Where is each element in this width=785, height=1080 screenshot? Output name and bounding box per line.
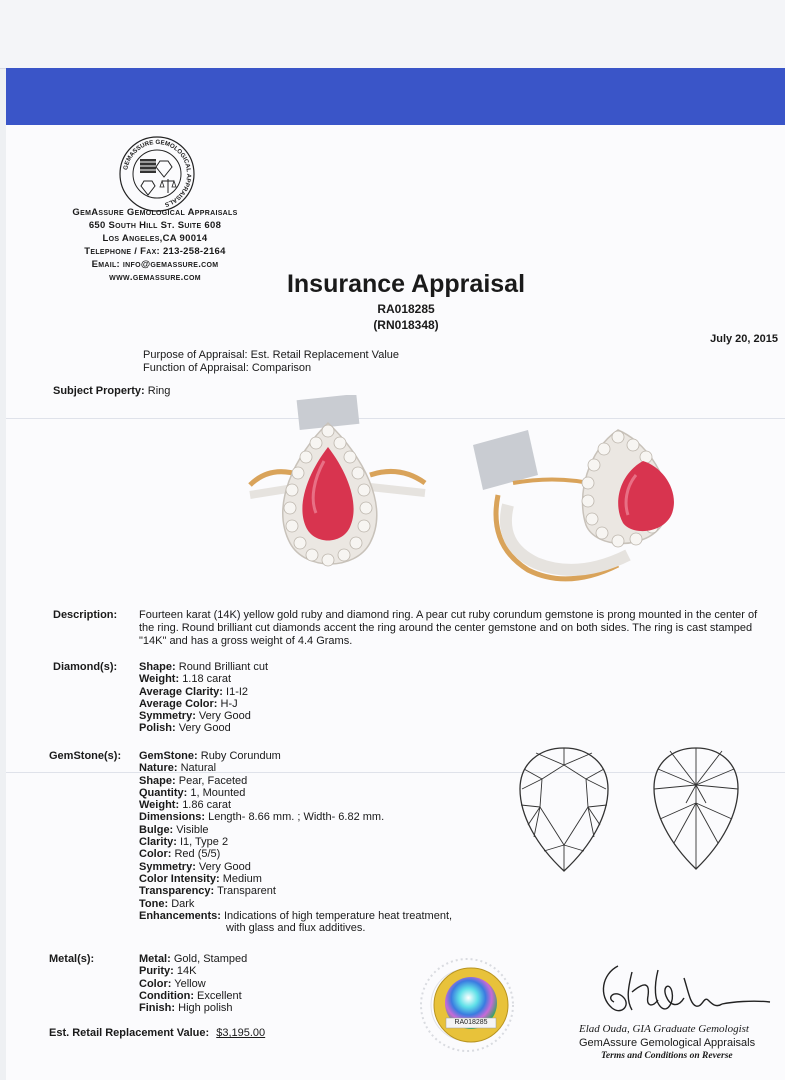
gemstone-transparency: Transparency: Transparent (139, 885, 276, 898)
company-address-line1: 650 South Hill St. Suite 608 (88, 220, 222, 231)
metal-finish: Finish: High polish (139, 1002, 233, 1015)
svg-text:GEMASSURE GEMOLOGICAL APPRAISA: GEMASSURE GEMOLOGICAL APPRAISALS (122, 138, 193, 208)
diamond-symmetry: Symmetry: Very Good (139, 710, 251, 723)
hologram-sticker (432, 966, 510, 1044)
pear-diagram-crown (516, 745, 612, 875)
company-website: www.gemassure.com (109, 272, 201, 283)
description-text: Fourteen karat (14K) yellow gold ruby and diamond ring. A pear cut ruby corundum gemstone is prong mounted in the center of the ring. Round brilliant cut diamonds accent the ring around the center gemstone and on both sides. The ring is cast stamped "14K" and has a gross weight of 4.4 Grams. (139, 609, 758, 647)
retail-value-label: Est. Retail Replacement Value: (49, 1027, 210, 1039)
retail-value-amount: $3,195.00 (216, 1027, 266, 1039)
function-of-appraisal: Function of Appraisal: Comparison (143, 362, 312, 374)
gemstone-clarity: Clarity: I1, Type 2 (139, 836, 229, 849)
gemstone-bulge: Bulge: Visible (139, 823, 209, 836)
metal-color: Color: Yellow (139, 977, 206, 990)
gemstone-enhancements-cont: with glass and flux additives. (226, 922, 366, 935)
appraisal-date: July 20, 2015 (710, 333, 778, 345)
gemstone-nature: Nature: Natural (139, 762, 217, 775)
document-title: Insurance Appraisal (286, 270, 526, 298)
diamonds-details (139, 661, 268, 735)
diamond-shape: Shape: Round Brilliant cut (139, 661, 269, 673)
diamond-polish: Polish: Very Good (139, 722, 231, 735)
retail-value (49, 1027, 265, 1039)
diamond-weight: Weight: 1.18 carat (139, 673, 232, 686)
diamond-clarity: Average Clarity: I1-I2 (139, 685, 249, 698)
signature-graphic (592, 952, 772, 1024)
gemstone-color-intensity: Color Intensity: Medium (139, 872, 262, 885)
subject-property (53, 385, 170, 397)
reference-number: (RN018348) (373, 318, 439, 332)
gemstone-shape: Shape: Pear, Faceted (139, 774, 248, 787)
gemstone-details (139, 750, 452, 934)
gemstone-weight: Weight: 1.86 carat (139, 799, 232, 812)
subject-property-value: Ring (147, 385, 171, 397)
hologram-serial: RA018285 (454, 1019, 488, 1026)
description-label: Description: (53, 609, 118, 621)
company-logo-seal (118, 135, 196, 213)
company-email: Email: info@gemassure.com (91, 259, 219, 270)
ring-photo-front (240, 395, 430, 595)
gemstone-tone: Tone: Dark (139, 897, 195, 910)
gemstone-quantity: Quantity: 1, Mounted (139, 786, 246, 799)
header-banner (6, 68, 785, 125)
diamond-color: Average Color: H-J (139, 697, 238, 710)
metal-label: Metal(s): (49, 953, 95, 965)
previous-page-edge (0, 0, 785, 69)
metal-purity: Purity: 14K (139, 965, 197, 978)
gemstone-label: GemStone(s): (49, 750, 122, 762)
company-phone: Telephone / Fax: 213-258-2164 (84, 246, 226, 257)
metal-type: Metal: Gold, Stamped (139, 953, 248, 965)
appraisal-number: RA018285 (377, 302, 435, 316)
metal-details (139, 953, 247, 1014)
gemstone-symmetry: Symmetry: Very Good (139, 860, 251, 873)
company-name: GemAssure Gemological Appraisals (72, 207, 238, 218)
ring-photo-side (468, 405, 690, 595)
gemstone-enhancements: Enhancements: Indications of high temperature heat treatment, (139, 909, 453, 922)
diamonds-label: Diamond(s): (53, 661, 118, 673)
gemstone-type: GemStone: Ruby Corundum (139, 750, 281, 762)
purpose-of-appraisal: Purpose of Appraisal: Est. Retail Replacement Value (143, 349, 399, 361)
pear-diagram-pavilion (650, 745, 742, 873)
subject-property-label: Subject Property: (53, 385, 145, 397)
metal-condition: Condition: Excellent (139, 989, 242, 1002)
signer-organization: GemAssure Gemological Appraisals (579, 1037, 756, 1049)
signer-name: Elad Ouda, GIA Graduate Gemologist (579, 1023, 749, 1035)
company-address-line2: Los Angeles,CA 90014 (102, 233, 208, 244)
gemstone-dimensions: Dimensions: Length- 8.66 mm. ; Width- 6.82 mm. (139, 811, 385, 824)
gemstone-color: Color: Red (5/5) (139, 848, 221, 861)
terms-note: Terms and Conditions on Reverse (601, 1051, 733, 1061)
